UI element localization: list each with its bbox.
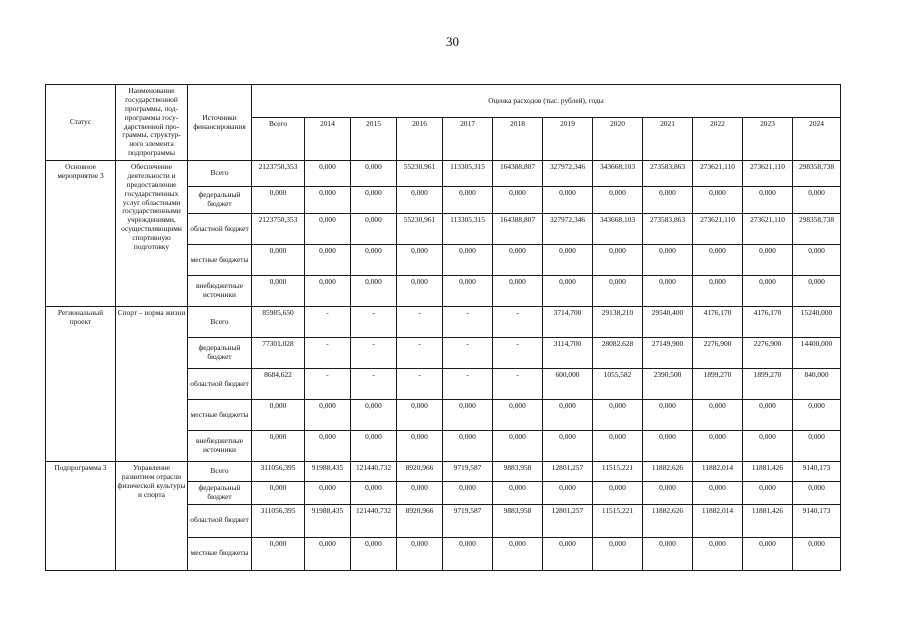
value-cell: 28082,628 xyxy=(593,338,643,369)
value-cell: 0,000 xyxy=(305,431,351,462)
value-cell: 0,000 xyxy=(743,482,793,505)
header-col-2024: 2024 xyxy=(793,118,841,161)
value-cell: 0,000 xyxy=(351,187,397,214)
value-cell: 0,000 xyxy=(397,482,443,505)
value-cell: - xyxy=(351,369,397,400)
value-cell: 0,000 xyxy=(397,431,443,462)
value-cell: 0,000 xyxy=(252,245,305,276)
value-cell: - xyxy=(493,307,543,338)
header-col-2023: 2023 xyxy=(743,118,793,161)
value-cell: 0,000 xyxy=(252,187,305,214)
value-cell: 0,000 xyxy=(493,482,543,505)
value-cell: 1055,582 xyxy=(593,369,643,400)
value-cell: - xyxy=(443,307,493,338)
value-cell: 3714,700 xyxy=(543,307,593,338)
value-cell: - xyxy=(493,369,543,400)
value-cell: 0,000 xyxy=(543,482,593,505)
value-cell: 29138,210 xyxy=(593,307,643,338)
header-sources: Источники финансирования xyxy=(188,85,252,161)
page-number: 30 xyxy=(446,34,459,49)
value-cell: 0,000 xyxy=(793,431,841,462)
value-cell: 273621,110 xyxy=(693,161,743,187)
value-cell: 0,000 xyxy=(743,431,793,462)
value-cell: 2123750,353 xyxy=(252,161,305,187)
value-cell: 0,000 xyxy=(693,537,743,570)
value-cell: 0,000 xyxy=(252,431,305,462)
value-cell: 85985,650 xyxy=(252,307,305,338)
value-cell: 273583,863 xyxy=(643,214,693,245)
value-cell: 0,000 xyxy=(643,276,693,307)
value-cell: 0,000 xyxy=(305,161,351,187)
source-cell: областной бюджет xyxy=(188,214,252,245)
value-cell: 0,000 xyxy=(305,400,351,431)
value-cell: 2123750,353 xyxy=(252,214,305,245)
value-cell: 0,000 xyxy=(793,400,841,431)
value-cell: 0,000 xyxy=(397,245,443,276)
value-cell: 3114,700 xyxy=(543,338,593,369)
value-cell: 0,000 xyxy=(443,276,493,307)
value-cell: 0,000 xyxy=(643,245,693,276)
value-cell: 121440,732 xyxy=(351,462,397,482)
value-cell: 0,000 xyxy=(543,187,593,214)
value-cell: - xyxy=(351,307,397,338)
value-cell: 11882,626 xyxy=(643,462,693,482)
name-cell: Управление развитием отрасли физической культуры и спорта xyxy=(116,462,188,571)
table-body xyxy=(46,161,841,571)
value-cell: 11882,626 xyxy=(643,504,693,537)
header-estimate: Оценка расходов (тыс. рублей), годы xyxy=(252,85,841,118)
header-col-2014: 2014 xyxy=(305,118,351,161)
budget-table xyxy=(45,84,841,571)
header-col-2017: 2017 xyxy=(443,118,493,161)
value-cell: 0,000 xyxy=(443,187,493,214)
value-cell: 0,000 xyxy=(493,400,543,431)
value-cell: 0,000 xyxy=(693,245,743,276)
value-cell: - xyxy=(443,369,493,400)
value-cell: 0,000 xyxy=(643,537,693,570)
value-cell: 8920,966 xyxy=(397,504,443,537)
value-cell: 0,000 xyxy=(593,245,643,276)
value-cell: 27149,900 xyxy=(643,338,693,369)
value-cell: 12801,257 xyxy=(543,504,593,537)
header-col-2016: 2016 xyxy=(397,118,443,161)
name-cell: Обеспечение деятельности и предоставление государственных услуг областными государственными учреждениями, осуществляющими спортивную подготовку xyxy=(116,161,188,307)
value-cell: 0,000 xyxy=(397,187,443,214)
value-cell: 29540,400 xyxy=(643,307,693,338)
value-cell: 11881,426 xyxy=(743,462,793,482)
value-cell: 600,000 xyxy=(543,369,593,400)
value-cell: 0,000 xyxy=(643,187,693,214)
value-cell: 0,000 xyxy=(443,245,493,276)
value-cell: 0,000 xyxy=(397,276,443,307)
source-cell: внебюджетные источники xyxy=(188,431,252,462)
value-cell: 0,000 xyxy=(493,276,543,307)
value-cell: 273621,110 xyxy=(743,161,793,187)
value-cell: 113305,315 xyxy=(443,161,493,187)
header-col-2018: 2018 xyxy=(493,118,543,161)
source-cell: внебюджетные источники xyxy=(188,276,252,307)
value-cell: 0,000 xyxy=(443,431,493,462)
value-cell: 0,000 xyxy=(643,431,693,462)
value-cell: 0,000 xyxy=(351,214,397,245)
source-cell: областной бюджет xyxy=(188,369,252,400)
value-cell: 0,000 xyxy=(543,276,593,307)
value-cell: 9719,587 xyxy=(443,504,493,537)
value-cell: 2276,900 xyxy=(743,338,793,369)
value-cell: 0,000 xyxy=(351,537,397,570)
value-cell: 0,000 xyxy=(693,276,743,307)
value-cell: 0,000 xyxy=(543,431,593,462)
table-header xyxy=(46,85,841,161)
value-cell: 273621,110 xyxy=(743,214,793,245)
status-cell: Подпрограмма 3 xyxy=(46,462,116,571)
source-cell: федеральный бюджет xyxy=(188,482,252,505)
source-cell: местные бюджеты xyxy=(188,400,252,431)
value-cell: 0,000 xyxy=(743,187,793,214)
value-cell: 8684,622 xyxy=(252,369,305,400)
value-cell: 0,000 xyxy=(493,537,543,570)
value-cell: 311056,395 xyxy=(252,504,305,537)
value-cell: 164388,807 xyxy=(493,161,543,187)
value-cell: 4176,170 xyxy=(693,307,743,338)
value-cell: 0,000 xyxy=(593,187,643,214)
value-cell: 0,000 xyxy=(305,187,351,214)
source-cell: Всего xyxy=(188,462,252,482)
value-cell: 0,000 xyxy=(443,400,493,431)
value-cell: 164388,807 xyxy=(493,214,543,245)
source-cell: местные бюджеты xyxy=(188,537,252,570)
value-cell: 273583,863 xyxy=(643,161,693,187)
value-cell: 113305,315 xyxy=(443,214,493,245)
value-cell: 4176,170 xyxy=(743,307,793,338)
value-cell: - xyxy=(493,338,543,369)
value-cell: 0,000 xyxy=(793,276,841,307)
value-cell: 0,000 xyxy=(593,537,643,570)
value-cell: 0,000 xyxy=(351,161,397,187)
value-cell: 55230,961 xyxy=(397,214,443,245)
source-cell: федеральный бюджет xyxy=(188,338,252,369)
value-cell: 0,000 xyxy=(252,537,305,570)
value-cell: 840,000 xyxy=(793,369,841,400)
value-cell: 121440,732 xyxy=(351,504,397,537)
value-cell: 0,000 xyxy=(397,537,443,570)
value-cell: 12801,257 xyxy=(543,462,593,482)
value-cell: 0,000 xyxy=(305,245,351,276)
name-cell: Спорт – норма жизни xyxy=(116,307,188,462)
table-row xyxy=(46,161,841,187)
value-cell: 0,000 xyxy=(593,400,643,431)
header-status: Статус xyxy=(46,85,116,161)
value-cell: 9140,173 xyxy=(793,504,841,537)
value-cell: 9719,587 xyxy=(443,462,493,482)
value-cell: 0,000 xyxy=(743,537,793,570)
value-cell: 0,000 xyxy=(743,276,793,307)
value-cell: 0,000 xyxy=(351,431,397,462)
value-cell: 0,000 xyxy=(593,482,643,505)
value-cell: 273621,110 xyxy=(693,214,743,245)
value-cell: 0,000 xyxy=(252,276,305,307)
source-cell: Всего xyxy=(188,307,252,338)
source-cell: федеральный бюджет xyxy=(188,187,252,214)
value-cell: 11882,014 xyxy=(693,462,743,482)
header-col-2020: 2020 xyxy=(593,118,643,161)
value-cell: - xyxy=(305,369,351,400)
value-cell: 0,000 xyxy=(693,400,743,431)
value-cell: 298358,738 xyxy=(793,214,841,245)
value-cell: 0,000 xyxy=(543,400,593,431)
value-cell: 0,000 xyxy=(593,276,643,307)
value-cell: 2390,500 xyxy=(643,369,693,400)
value-cell: 9883,958 xyxy=(493,462,543,482)
value-cell: 8920,966 xyxy=(397,462,443,482)
value-cell: 0,000 xyxy=(793,482,841,505)
value-cell: 311056,395 xyxy=(252,462,305,482)
header-col-total: Всего xyxy=(252,118,305,161)
source-cell: областной бюджет xyxy=(188,504,252,537)
value-cell: 0,000 xyxy=(693,431,743,462)
value-cell: 91988,435 xyxy=(305,504,351,537)
value-cell: - xyxy=(351,338,397,369)
table-row xyxy=(46,307,841,338)
value-cell: - xyxy=(397,307,443,338)
value-cell: 0,000 xyxy=(443,482,493,505)
value-cell: 11515,221 xyxy=(593,462,643,482)
value-cell: 0,000 xyxy=(693,187,743,214)
value-cell: 343668,103 xyxy=(593,161,643,187)
value-cell: 9140,173 xyxy=(793,462,841,482)
value-cell: 0,000 xyxy=(643,400,693,431)
value-cell: 0,000 xyxy=(351,400,397,431)
value-cell: 2276,900 xyxy=(693,338,743,369)
value-cell: 0,000 xyxy=(543,245,593,276)
value-cell: - xyxy=(397,338,443,369)
value-cell: 0,000 xyxy=(693,482,743,505)
value-cell: 0,000 xyxy=(252,400,305,431)
value-cell: - xyxy=(443,338,493,369)
value-cell: 14400,000 xyxy=(793,338,841,369)
value-cell: 15240,000 xyxy=(793,307,841,338)
header-col-2019: 2019 xyxy=(543,118,593,161)
value-cell: 0,000 xyxy=(593,431,643,462)
value-cell: 0,000 xyxy=(793,187,841,214)
value-cell: 0,000 xyxy=(543,537,593,570)
value-cell: 1899,270 xyxy=(693,369,743,400)
status-cell: Региональный проект xyxy=(46,307,116,462)
value-cell: - xyxy=(397,369,443,400)
value-cell: 55230,961 xyxy=(397,161,443,187)
header-col-2015: 2015 xyxy=(351,118,397,161)
value-cell: 9883,958 xyxy=(493,504,543,537)
value-cell: 1899,270 xyxy=(743,369,793,400)
value-cell: 0,000 xyxy=(305,537,351,570)
value-cell: 0,000 xyxy=(443,537,493,570)
source-cell: Всего xyxy=(188,161,252,187)
value-cell: 0,000 xyxy=(793,245,841,276)
header-name: Наименование государственной программы, под-программы госу-дарственной про-граммы, структур-ного элемента подпрограммы xyxy=(116,85,188,161)
value-cell: 327972,346 xyxy=(543,214,593,245)
value-cell: 0,000 xyxy=(397,400,443,431)
source-cell: местные бюджеты xyxy=(188,245,252,276)
value-cell: 0,000 xyxy=(351,245,397,276)
value-cell: 343668,103 xyxy=(593,214,643,245)
value-cell: 0,000 xyxy=(305,276,351,307)
value-cell: 91988,435 xyxy=(305,462,351,482)
value-cell: - xyxy=(305,338,351,369)
value-cell: 0,000 xyxy=(643,482,693,505)
value-cell: 0,000 xyxy=(351,482,397,505)
header-col-2022: 2022 xyxy=(693,118,743,161)
value-cell: - xyxy=(305,307,351,338)
value-cell: 0,000 xyxy=(305,482,351,505)
value-cell: 0,000 xyxy=(743,245,793,276)
value-cell: 0,000 xyxy=(305,214,351,245)
value-cell: 0,000 xyxy=(743,400,793,431)
value-cell: 77301,028 xyxy=(252,338,305,369)
value-cell: 0,000 xyxy=(493,187,543,214)
value-cell: 0,000 xyxy=(351,276,397,307)
table-row xyxy=(46,462,841,482)
status-cell: Основное мероприятие 3 xyxy=(46,161,116,307)
value-cell: 327972,346 xyxy=(543,161,593,187)
value-cell: 0,000 xyxy=(493,245,543,276)
value-cell: 11515,221 xyxy=(593,504,643,537)
header-col-2021: 2021 xyxy=(643,118,693,161)
value-cell: 11881,426 xyxy=(743,504,793,537)
value-cell: 11882,014 xyxy=(693,504,743,537)
value-cell: 0,000 xyxy=(493,431,543,462)
value-cell: 298358,738 xyxy=(793,161,841,187)
value-cell: 0,000 xyxy=(252,482,305,505)
value-cell: 0,000 xyxy=(793,537,841,570)
